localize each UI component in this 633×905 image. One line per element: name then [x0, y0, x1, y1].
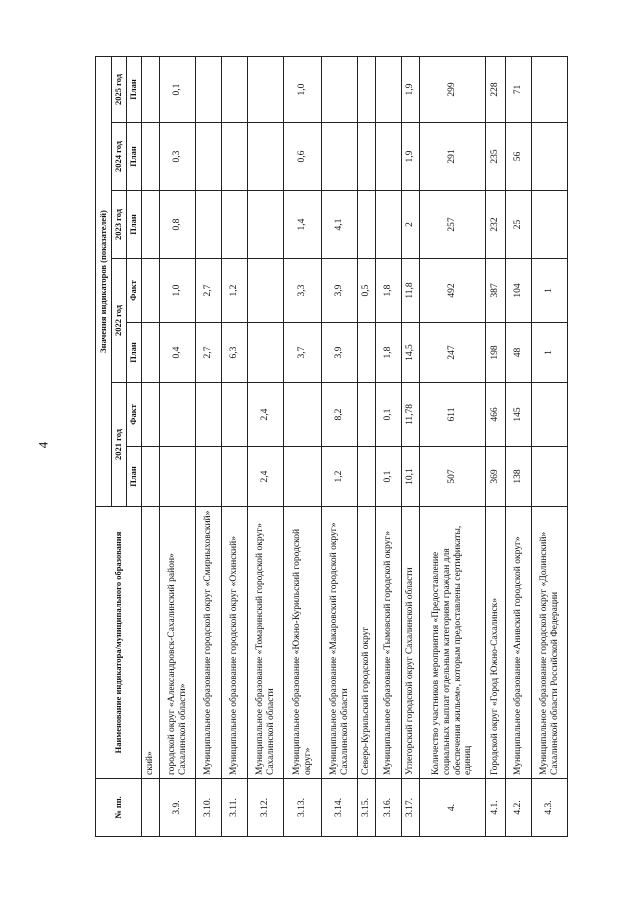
row-value — [248, 259, 284, 323]
header-year-2022: 2022 год — [112, 259, 127, 383]
row-name: Муниципальное образование «Тымовский городской округ» — [376, 507, 402, 779]
row-value: 291 — [420, 123, 486, 191]
header-values: Значения индикаторов (показателей) — [96, 57, 112, 507]
table-row — [196, 57, 222, 837]
row-value: 2,4 — [248, 383, 284, 447]
row-value — [142, 123, 160, 191]
row-value: 14,5 — [402, 323, 420, 383]
row-value — [160, 447, 196, 507]
row-value — [358, 383, 376, 447]
table-row — [402, 57, 420, 837]
row-number: 4.2. — [506, 779, 532, 837]
row-value: 48 — [506, 323, 532, 383]
row-name: Муниципальное образование «Макаровский городской округ» Сахалинской области — [322, 507, 358, 779]
rotated-table-frame — [95, 57, 570, 837]
header-num: № пп. — [96, 779, 142, 837]
header-year-2024: 2024 год — [112, 123, 127, 191]
row-value: 611 — [420, 383, 486, 447]
table-row — [160, 57, 196, 837]
row-name: Муниципальное образование городской округ «Долинский» Сахалинской области Российской Федерации — [532, 507, 568, 779]
table-row — [142, 57, 160, 837]
row-value: 71 — [506, 57, 532, 123]
row-name: Муниципальное образование «Томаринский городской округ» Сахалинской области — [248, 507, 284, 779]
row-value — [322, 123, 358, 191]
row-name: Муниципальное образование «Южно-Курильский городской округ» — [284, 507, 322, 779]
row-value: 138 — [506, 447, 532, 507]
row-number: 4.3. — [532, 779, 568, 837]
row-value: 1,9 — [402, 123, 420, 191]
row-number — [142, 779, 160, 837]
table-row — [222, 57, 248, 837]
table-row — [486, 57, 506, 837]
row-value: 10,1 — [402, 447, 420, 507]
row-name: Муниципальное образование городской округ «Смирныховский» — [196, 507, 222, 779]
row-name: Муниципальное образование городской округ «Охинский» — [222, 507, 248, 779]
row-value: 299 — [420, 57, 486, 123]
row-value: 369 — [486, 447, 506, 507]
row-number: 3.17. — [402, 779, 420, 837]
table-row — [506, 57, 532, 837]
row-value — [532, 57, 568, 123]
row-value: 232 — [486, 191, 506, 259]
row-number: 3.14. — [322, 779, 358, 837]
row-value: 1,0 — [160, 259, 196, 323]
row-name: Количество участников мероприятия «Предоставление социальных выплат отдельным категориям граждан для обеспечения жильем», которым предоставлены сертификаты, единиц — [420, 507, 486, 779]
row-value: 56 — [506, 123, 532, 191]
row-name: Северо-Курильский городской округ — [358, 507, 376, 779]
row-value: 0,8 — [160, 191, 196, 259]
row-value: 1 — [532, 259, 568, 323]
table-row — [376, 57, 402, 837]
row-value — [358, 323, 376, 383]
row-value — [532, 447, 568, 507]
row-value — [222, 191, 248, 259]
rotated-table-content — [95, 57, 570, 837]
row-value: 6,3 — [222, 323, 248, 383]
row-value: 25 — [506, 191, 532, 259]
row-value — [222, 57, 248, 123]
header-sub: Факт — [127, 259, 142, 323]
row-value — [358, 123, 376, 191]
table-row — [532, 57, 568, 837]
row-value: 228 — [486, 57, 506, 123]
row-name: ский» — [142, 507, 160, 779]
row-value — [248, 191, 284, 259]
row-value: 3,7 — [284, 323, 322, 383]
row-number: 3.9. — [160, 779, 196, 837]
row-value — [222, 123, 248, 191]
indicator-table — [95, 56, 568, 837]
row-value: 198 — [486, 323, 506, 383]
row-name: Муниципальное образование «Анивский городской округ» — [506, 507, 532, 779]
row-value — [196, 57, 222, 123]
row-value: 2 — [402, 191, 420, 259]
row-value: 104 — [506, 259, 532, 323]
row-value: 0,1 — [376, 383, 402, 447]
row-value: 1,8 — [376, 323, 402, 383]
row-value — [142, 57, 160, 123]
header-year-2021: 2021 год — [112, 383, 127, 507]
row-value — [358, 57, 376, 123]
row-value: 0,5 — [358, 259, 376, 323]
row-value — [248, 323, 284, 383]
row-value — [196, 191, 222, 259]
row-value — [248, 123, 284, 191]
header-sub: План — [127, 123, 142, 191]
row-value: 2,4 — [248, 447, 284, 507]
row-value: 257 — [420, 191, 486, 259]
row-value: 145 — [506, 383, 532, 447]
row-value: 492 — [420, 259, 486, 323]
row-value — [532, 123, 568, 191]
row-value — [376, 123, 402, 191]
row-value: 11,8 — [402, 259, 420, 323]
row-value: 1,0 — [284, 57, 322, 123]
row-value — [142, 447, 160, 507]
row-value: 1,8 — [376, 259, 402, 323]
row-name: Углегорский городской округ Сахалинской области — [402, 507, 420, 779]
header-name: Наименование индикатора/муниципального образования — [96, 507, 142, 779]
row-value — [142, 191, 160, 259]
row-value — [196, 123, 222, 191]
row-number: 4.1. — [486, 779, 506, 837]
row-value: 3,3 — [284, 259, 322, 323]
row-number: 3.10. — [196, 779, 222, 837]
row-value — [532, 191, 568, 259]
row-value: 0,3 — [160, 123, 196, 191]
row-value: 1,4 — [284, 191, 322, 259]
row-value: 507 — [420, 447, 486, 507]
row-number: 3.12. — [248, 779, 284, 837]
row-value: 8,2 — [322, 383, 358, 447]
row-number: 3.16. — [376, 779, 402, 837]
row-value: 235 — [486, 123, 506, 191]
row-value: 1,2 — [222, 259, 248, 323]
row-value: 2,7 — [196, 323, 222, 383]
row-value: 11,78 — [402, 383, 420, 447]
row-number: 3.15. — [358, 779, 376, 837]
table-row — [248, 57, 284, 837]
row-value: 0,1 — [160, 57, 196, 123]
header-sub: Факт — [127, 383, 142, 447]
row-value — [222, 447, 248, 507]
row-value: 0,6 — [284, 123, 322, 191]
row-value: 4,1 — [322, 191, 358, 259]
row-value — [142, 323, 160, 383]
row-value — [222, 383, 248, 447]
row-value — [142, 383, 160, 447]
header-year-2025: 2025 год — [112, 57, 127, 123]
row-value: 3,9 — [322, 259, 358, 323]
row-number: 4. — [420, 779, 486, 837]
row-value — [358, 447, 376, 507]
row-value: 1 — [532, 323, 568, 383]
header-sub: План — [127, 57, 142, 123]
row-name: городской округ «Александровск-Сахалинский район» Сахалинской области» — [160, 507, 196, 779]
row-value: 387 — [486, 259, 506, 323]
row-value: 247 — [420, 323, 486, 383]
row-name: Городской округ «Город Южно-Сахалинск» — [486, 507, 506, 779]
row-value — [376, 57, 402, 123]
row-value: 1,2 — [322, 447, 358, 507]
table-row — [420, 57, 486, 837]
table-row — [322, 57, 358, 837]
row-value: 2,7 — [196, 259, 222, 323]
row-value — [358, 191, 376, 259]
row-value — [196, 383, 222, 447]
table-row — [358, 57, 376, 837]
page-number: 4 — [35, 441, 51, 449]
row-value — [322, 57, 358, 123]
row-value — [284, 383, 322, 447]
row-value: 1,9 — [402, 57, 420, 123]
row-value — [532, 383, 568, 447]
row-value: 466 — [486, 383, 506, 447]
row-value: 0,4 — [160, 323, 196, 383]
row-value — [142, 259, 160, 323]
row-value — [196, 447, 222, 507]
header-sub: План — [127, 323, 142, 383]
row-number: 3.13. — [284, 779, 322, 837]
header-sub: План — [127, 447, 142, 507]
header-year-2023: 2023 год — [112, 191, 127, 259]
row-value — [160, 383, 196, 447]
row-value: 0,1 — [376, 447, 402, 507]
row-value — [284, 447, 322, 507]
row-number: 3.11. — [222, 779, 248, 837]
table-row — [284, 57, 322, 837]
row-value — [248, 57, 284, 123]
header-sub: План — [127, 191, 142, 259]
row-value: 3,9 — [322, 323, 358, 383]
row-value — [376, 191, 402, 259]
